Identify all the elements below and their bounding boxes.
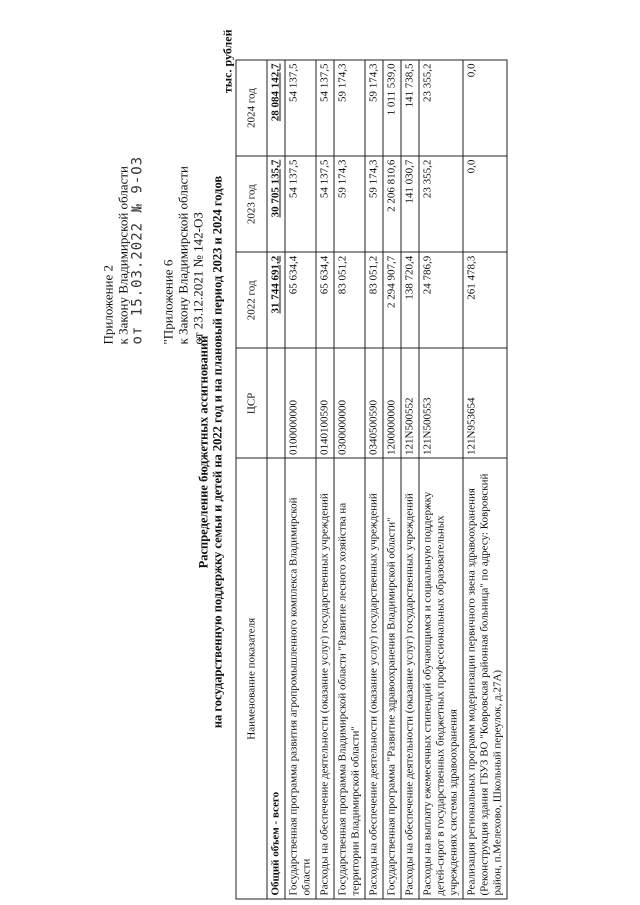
document-title [197,0,225,905]
title-line-1: Распределение бюджетных ассигнований [196,335,211,569]
row-csr: 0300000000 [334,348,365,458]
row-value-2023: 54 137,5 [285,156,316,252]
row-value-2022: 83 051,2 [365,252,383,348]
row-value-2023: 2 206 810,6 [383,156,401,252]
table-header-row [236,60,267,899]
appendix-label: Приложение 2 [100,264,116,345]
row-value-2024: 141 738,5 [401,60,419,156]
row-csr: 0140100590 [316,348,334,458]
units-label: тыс. рублей [220,29,235,94]
row-value-2024: 59 174,3 [365,60,383,156]
prior-law-ref: к Закону Владимирской области [175,166,191,345]
row-csr: 0340500590 [365,348,383,458]
table-row [334,60,365,899]
row-name: Расходы на выплату ежемесячных стипендий обучающимся и социальную поддержку детей-сирот в государственных бюджетных профессиональных образовательных учреждениях системы здравоохранения [419,458,463,899]
prior-appendix-label: "Приложение 6 [160,259,176,345]
column-header-name: Наименование показателя [236,458,267,899]
column-header-2024: 2024 год [236,60,267,156]
row-value-2024: 54 137,5 [285,60,316,156]
table-row [365,60,383,899]
row-csr: 121N500553 [419,348,463,458]
row-value-2024: 1 011 539,0 [383,60,401,156]
prior-date: от 23.12.2021 № 142-ОЗ [190,212,206,345]
budget-table [236,60,508,900]
row-name: Расходы на обеспечение деятельности (оказание услуг) государственных учреждений [365,458,383,899]
table-row [285,60,316,899]
row-value-2023: 59 174,3 [365,156,383,252]
row-value-2024: 0,0 [463,60,507,156]
row-value-2024: 28 084 142,7 [267,60,285,156]
appendix-date-number: от 15.03.2022 № 9-ОЗ [129,155,146,345]
table-row [463,60,507,899]
row-value-2022: 138 720,4 [401,252,419,348]
table-row [401,60,419,899]
table-row [316,60,334,899]
row-value-2024: 23 355,2 [419,60,463,156]
row-csr: 0100000000 [285,348,316,458]
row-value-2023: 59 174,3 [334,156,365,252]
column-header-2022: 2022 год [236,252,267,348]
row-name: Расходы на обеспечение деятельности (оказание услуг) государственных учреждений [316,458,334,899]
row-value-2022: 65 634,4 [285,252,316,348]
row-value-2022: 261 478,3 [463,252,507,348]
row-csr: 121N953654 [463,348,507,458]
row-csr: 1200000000 [383,348,401,458]
row-value-2022: 83 051,2 [334,252,365,348]
column-header-csr: ЦСР [236,348,267,458]
row-name: Реализация региональных программ модернизации первичного звена здравоохранения (Реконструкция здания ГБУЗ ВО "Ковровская районная больница" по адресу: Ковровский район, п.Мелехово, Школьный переулок, д.27А) [463,458,507,899]
row-name: Государственная программа развития агропромышленного комплекса Владимирской области [285,458,316,899]
row-value-2022: 24 786,9 [419,252,463,348]
row-csr [267,348,285,458]
appendix-header [101,156,146,345]
row-csr: 121N500552 [401,348,419,458]
row-value-2024: 59 174,3 [334,60,365,156]
row-name: Общий объем - всего [267,458,285,899]
row-value-2023: 141 030,7 [401,156,419,252]
column-header-2023: 2023 год [236,156,267,252]
row-value-2022: 2 294 907,7 [383,252,401,348]
table-row [419,60,463,899]
row-value-2023: 0,0 [463,156,507,252]
row-value-2024: 54 137,5 [316,60,334,156]
row-name: Государственная программа "Развитие здравоохранения Владимирской области" [383,458,401,899]
appendix-law-ref: к Закону Владимирской области [115,166,131,345]
row-name: Расходы на обеспечение деятельности (оказание услуг) государственных учреждений [401,458,419,899]
row-value-2022: 31 744 691,2 [267,252,285,348]
row-value-2023: 54 137,5 [316,156,334,252]
row-value-2023: 30 705 135,7 [267,156,285,252]
row-value-2023: 23 355,2 [419,156,463,252]
row-value-2022: 65 634,4 [316,252,334,348]
title-line-2: на государственную поддержку семьи и детей на 2022 год и на плановый период 2023 и 2024 годов [210,175,225,729]
row-name: Государственная программа Владимирской области "Развитие лесного хозяйства на территории Владимирской области" [334,458,365,899]
table-row-total [267,60,285,899]
table-row [383,60,401,899]
rotated-document-page [1,0,621,905]
